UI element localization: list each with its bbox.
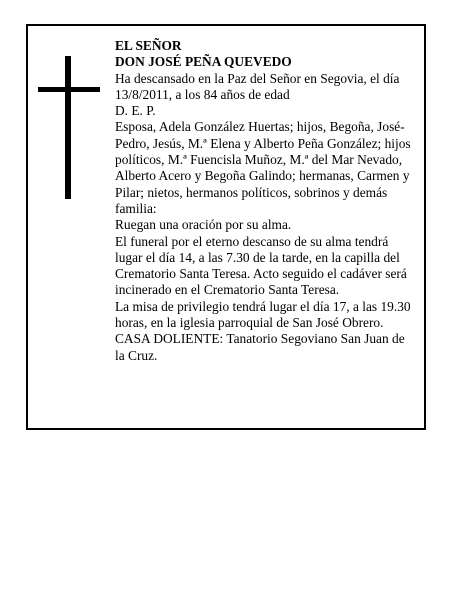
family-line: políticos, M.ª Fuencisla Muñoz, M.ª del Mar Nevado,	[115, 152, 403, 168]
cross-icon	[38, 56, 100, 199]
family-line: familia:	[115, 200, 157, 216]
funeral-line: incinerado en el Crematorio Santa Teresa.	[115, 282, 340, 298]
family-line: Pedro, Jesús, M.ª Elena y Alberto Peña González; hijos	[115, 135, 411, 151]
funeral-line: lugar el día 14, a las 7.30 de la tarde, en la capilla del	[115, 249, 400, 265]
deceased-name: DON JOSÉ PEÑA QUEVEDO	[115, 54, 292, 70]
dep-line: D. E. P.	[115, 103, 156, 119]
prayer-line: Ruegan una oración por su alma.	[115, 217, 292, 233]
family-line: Pilar; nietos, hermanos políticos, sobrinos y demás	[115, 184, 388, 200]
cross-vertical-bar	[65, 56, 71, 199]
mourning-house-line: CASA DOLIENTE: Tanatorio Segoviano San Juan de	[115, 331, 405, 347]
cross-horizontal-bar	[38, 87, 100, 92]
obituary-notice	[26, 24, 426, 430]
funeral-line: El funeral por el eterno descanso de su alma tendrá	[115, 233, 389, 249]
death-date-line: 13/8/2011, a los 84 años de edad	[115, 86, 290, 102]
heading-title: EL SEÑOR	[115, 38, 182, 53]
family-line: Alberto Acero y Begoña Galindo; hermanas, Carmen y	[115, 168, 410, 184]
mass-line: horas, en la iglesia parroquial de San José Obrero.	[115, 315, 384, 331]
family-line: Esposa, Adela González Huertas; hijos, Begoña, José-	[115, 119, 405, 135]
obituary-text	[115, 38, 421, 364]
death-announcement-line: Ha descansado en la Paz del Señor en Segovia, el día	[115, 70, 400, 86]
funeral-line: Crematorio Santa Teresa. Acto seguido el cadáver será	[115, 266, 407, 282]
mass-line: La misa de privilegio tendrá lugar el día 17, a las 19.30	[115, 298, 411, 314]
mourning-house-line: la Cruz.	[115, 347, 158, 363]
